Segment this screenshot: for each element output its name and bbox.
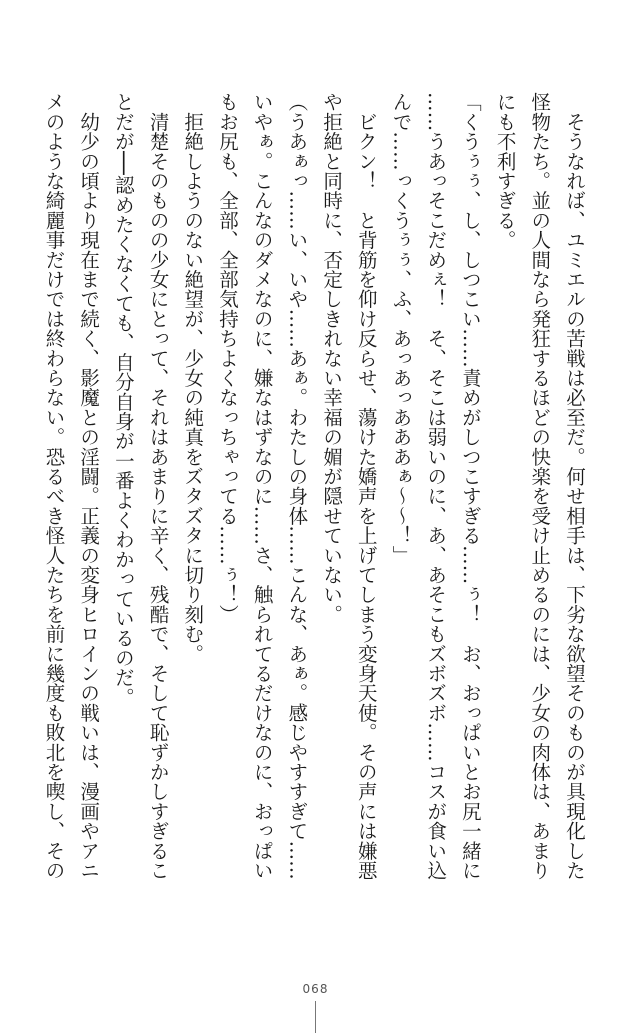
- text-line: 怪物たち。並の人間なら発狂するほどの快楽を受け止めるのには、少女の肉体は、あまり: [528, 92, 552, 880]
- text-line: ……うあっそこだめぇ！ そ、そこは弱いのに、あ、あそこもズボズボ……コスが食い込: [424, 92, 448, 880]
- text-line: ビクン！ と背筋を仰け反らせ、蕩けた嬌声を上げてしまう変身天使。その声には嫌悪: [354, 92, 378, 880]
- text-line: 幼少の頃より現在まで続く、影魔との淫闘。正義の変身ヒロインの戦いは、漫画やアニ: [77, 92, 101, 880]
- text-line: 「くうぅぅ、し、しつこい……責めがしつこすぎる……ぅ！ お、おっぱいとお尻一緒に: [458, 92, 482, 880]
- text-line: んで……っくうぅぅ、ふ、あっあっあああぁ～～！」: [389, 92, 413, 565]
- text-line: （うあぁっ……い、いや……あぁ。わたしの身体……こんな、あぁ。感じやすすぎて……: [285, 92, 309, 880]
- vertical-body-text: [31, 92, 591, 942]
- text-line: や拒絶と同時に、否定しきれない幸福の媚が隠せていない。: [320, 92, 344, 624]
- text-line: いやぁ。こんなのダメなのに、嫌なはずなのに……さ、触られてるだけなのに、おっぱい: [250, 92, 274, 880]
- text-line: 拒絶しようのない絶望が、少女の純真をズタズタに切り刻む。: [181, 92, 205, 664]
- text-line: にも不利すぎる。: [493, 92, 517, 250]
- text-line: とだが──認めたくなくても、自分自身が一番よくわかっているのだ。: [111, 92, 135, 707]
- text-line: メのような綺麗事だけでは終わらない。恐るべき怪人たちを前に幾度も敗北を喫し、その: [42, 92, 66, 880]
- text-line: もお尻も、全部、全部気持ちよくなっちゃってる……ぅ！）: [215, 92, 239, 624]
- text-line: 清楚そのものの少女にとって、それはあまりに辛く、残酷で、そして恥ずかしすぎるこ: [146, 92, 170, 880]
- text-line: そうなれば、ユミエルの苦戦は必至だ。何せ相手は、下劣な欲望そのものが具現化した: [563, 92, 586, 880]
- page-number: 068: [302, 982, 329, 996]
- page-rule-divider: [315, 1001, 316, 1033]
